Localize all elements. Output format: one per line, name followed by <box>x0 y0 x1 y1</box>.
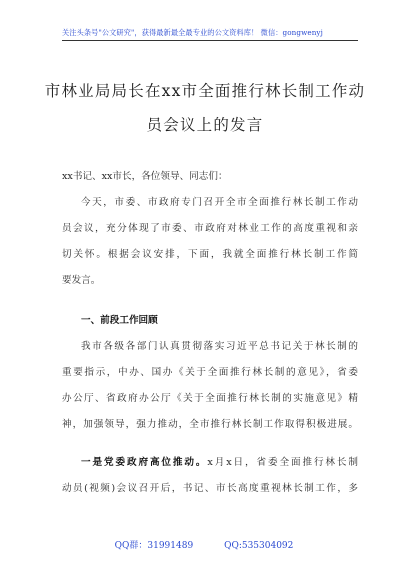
salutation: xx书记、xx市长，各位领导、同志们： <box>62 171 228 182</box>
footer-contact <box>0 538 408 551</box>
section-heading: 一、前段工作回顾 <box>81 315 158 326</box>
paragraph-line: 员会议，充分体现了市委、市政府对林业工作的高度重视和亲 <box>62 223 358 234</box>
paragraph-line: 神，加强领导，强力推动，全市推行林长制工作取得积极进展。 <box>62 419 358 430</box>
paragraph-line: 办公厅、省政府办公厅《关于全面推行林长制的实施意见》精 <box>62 393 358 404</box>
paragraph-text: x月x日，省委全面推行林长制 <box>207 457 359 468</box>
paragraph-line: 今天，市委、市政府专门召开全市全面推行林长制工作动 <box>81 197 358 208</box>
paragraph-line <box>81 458 358 468</box>
paragraph-bold-lead: 一是党委政府高位推动。 <box>81 457 208 468</box>
header-promo-note: 关注头条号"公文研究"，获得最新最全最专业的公文资料库！ 微信：gongwenyj <box>62 28 323 37</box>
footer-qq: QQ:535304092 <box>224 541 294 551</box>
paragraph-line: 切关怀。根据会议安排，下面，我就全面推行林长制工作简 <box>62 249 358 260</box>
paragraph-line: 重要指示，中办、国办《关于全面推行林长制的意见》，省委 <box>62 367 358 378</box>
document-title-line-1: 市林业局局长在xx市全面推行林长制工作动 <box>44 82 366 100</box>
paragraph-line: 要发言。 <box>62 275 101 286</box>
document-title-line-2: 员会议上的发言 <box>146 116 264 134</box>
paragraph-line: 动员(视频)会议召开后，书记、市长高度重视林长制工作，多 <box>62 483 358 494</box>
footer-qq-group: QQ群：31991489 <box>114 541 194 551</box>
header-divider <box>62 40 358 41</box>
paragraph-line: 我市各级各部门认真贯彻落实习近平总书记关于林长制的 <box>81 341 358 352</box>
